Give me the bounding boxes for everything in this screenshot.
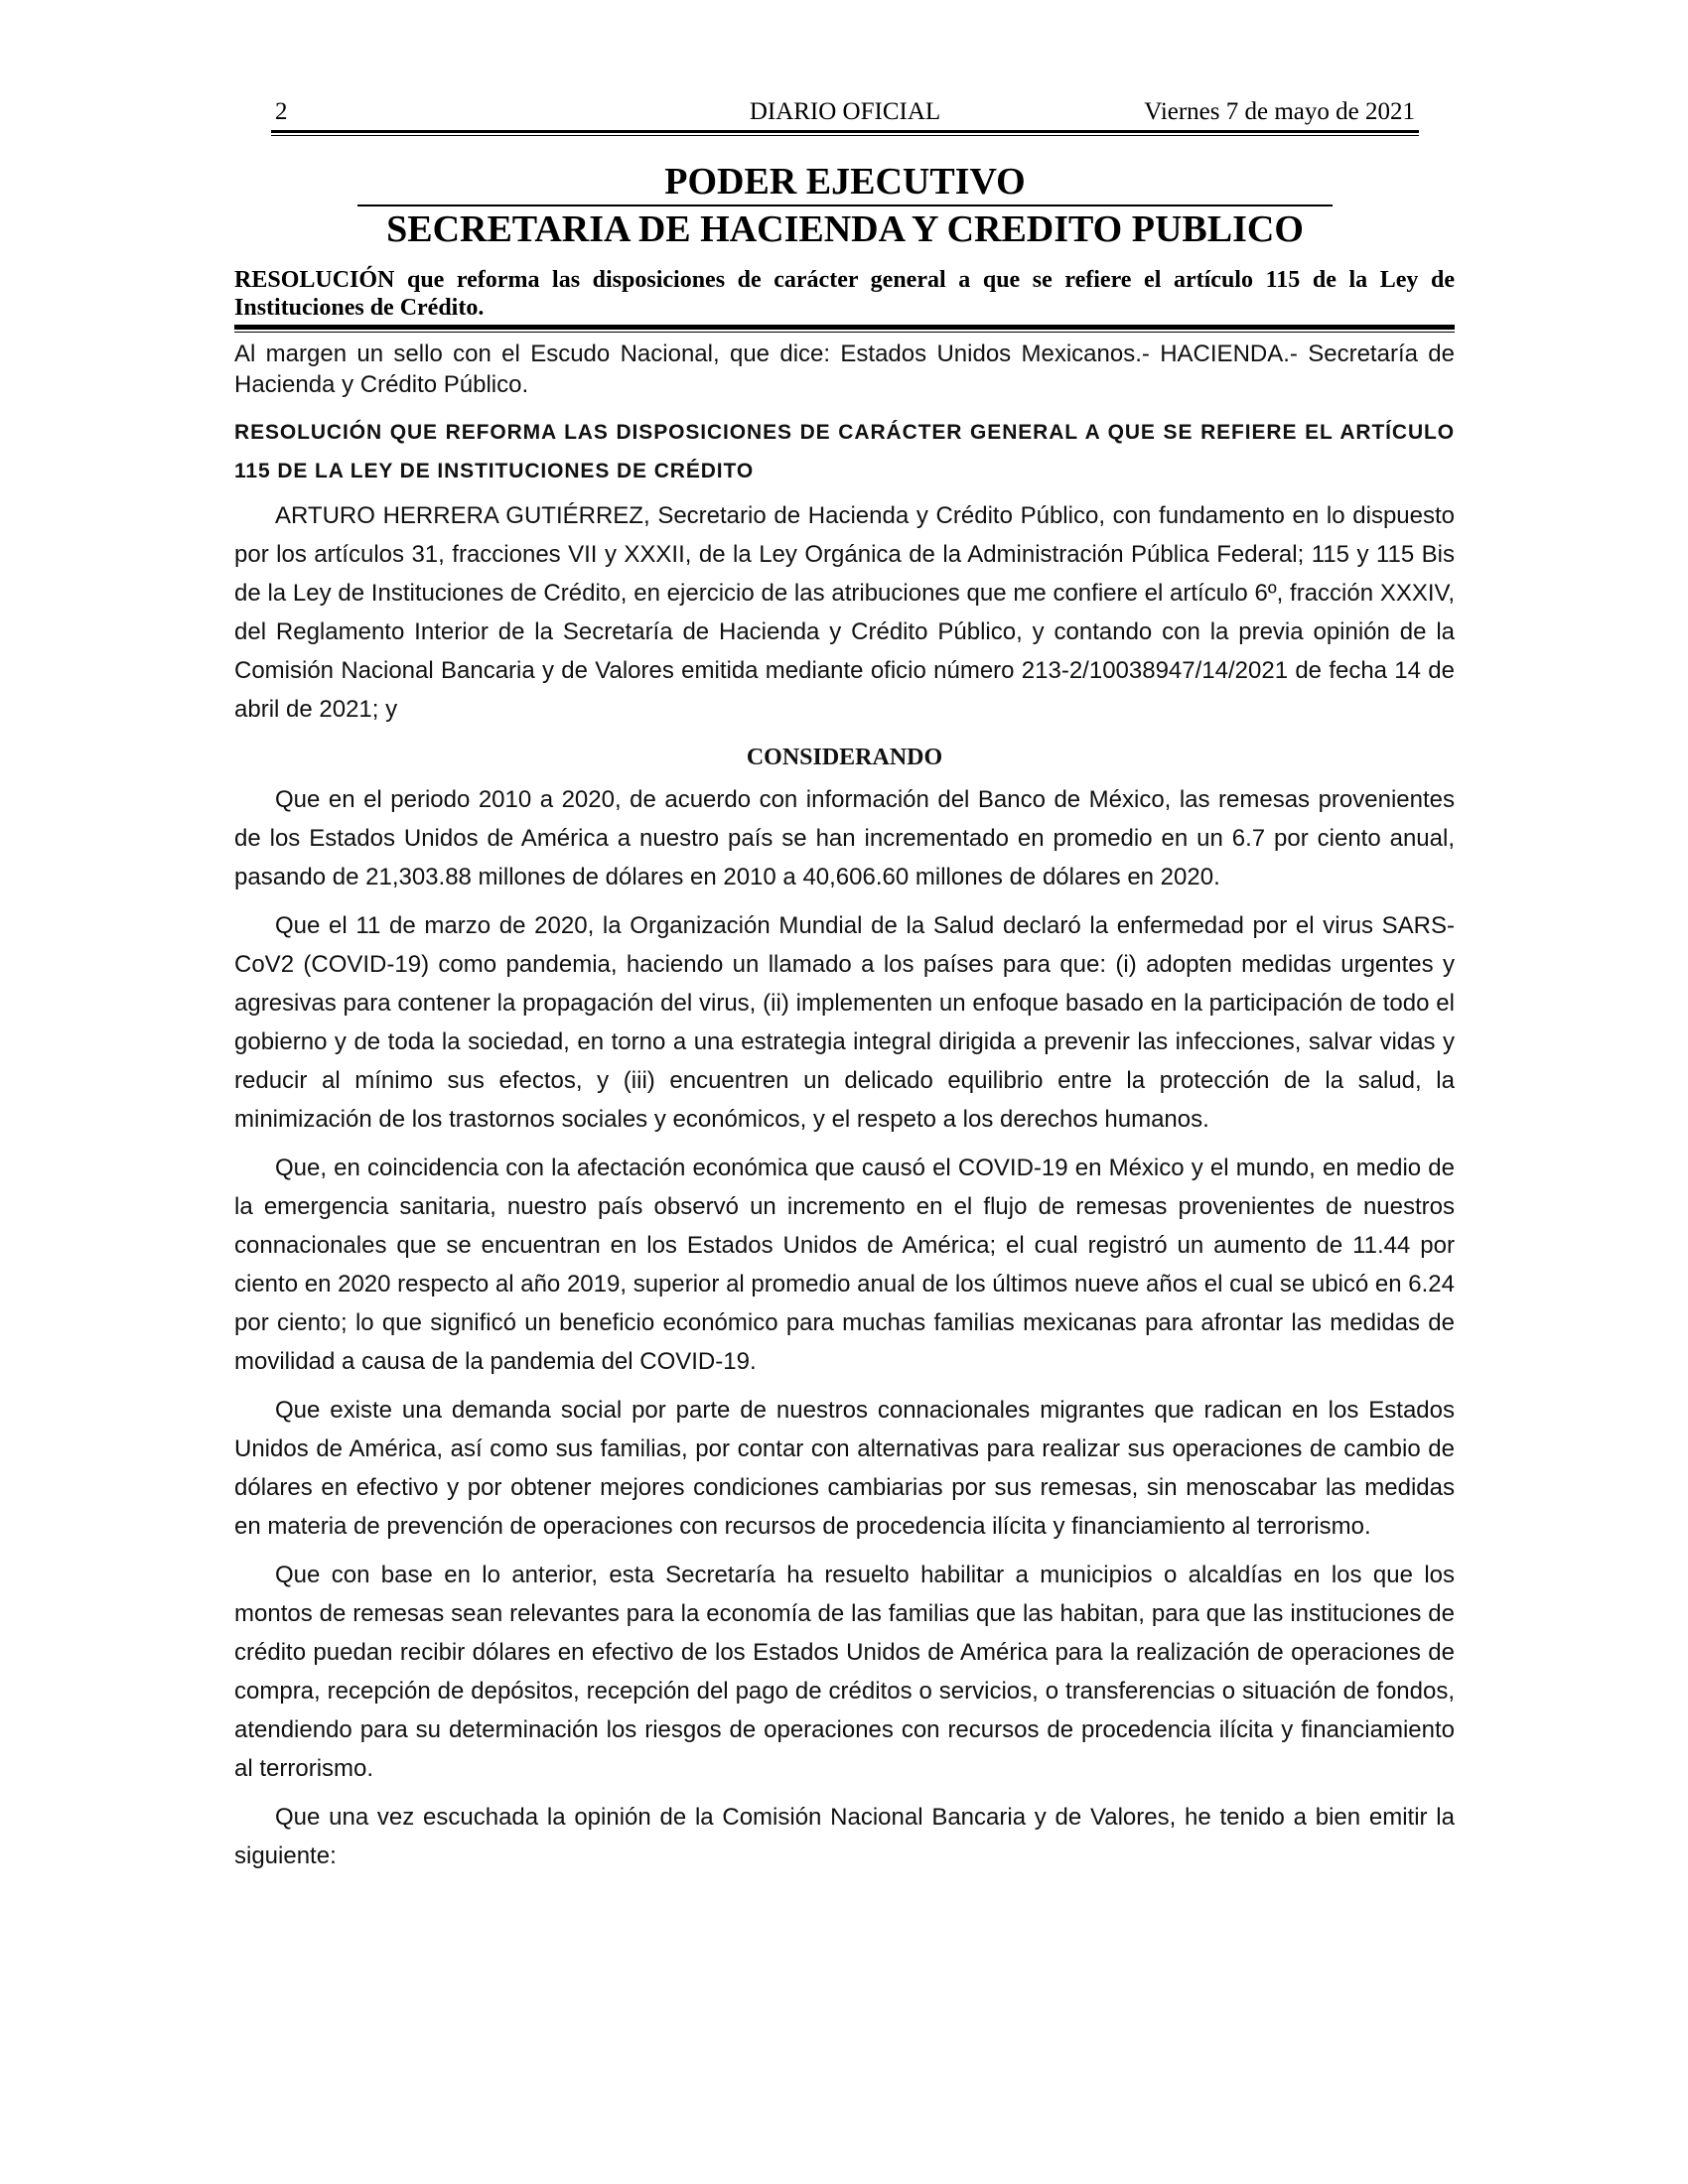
consideration-paragraph: Que una vez escuchada la opinión de la Comisión Nacional Bancaria y de Valores, he tenido a bien emitir la siguiente: [234,1804,1455,1869]
consideration-paragraph: Que el 11 de marzo de 2020, la Organización Mundial de la Salud declaró la enfermedad por el virus SARS-CoV2 (COVID-19) como pandemia, haciendo un llamado a los países para que: (i) adopten medidas urgentes y agresivas para contener la propagación del virus, (ii) implementen un enfoque basado en la participación de todo el gobierno y de toda la sociedad, en torno a una estrategia integral dirigida a prevenir las infecciones, salvar vidas y reducir al mínimo sus efectos, y (iii) encuentren un delicado equilibrio entre la protección de la salud, la minimización de los trastornos sociales y económicos, y el respeto a los derechos humanos. [234,912,1455,1133]
consideration-paragraph: Que existe una demanda social por parte de nuestros connacionales migrantes que radican en los Estados Unidos de América, así como sus familias, por contar con alternativas para realizar sus operaciones de cambio de dólares en efectivo y por obtener mejores condiciones cambiarias por sus remesas, sin menoscabar las medidas en materia de prevención de operaciones con recursos de procedencia ilícita y financiamiento al terrorismo. [234,1397,1455,1540]
document-body [234,339,1455,1885]
running-header [271,95,1419,129]
margin-note: Al margen un sello con el Escudo Nacional, que dice: Estados Unidos Mexicanos.- HACIENDA.- Secretaría de Hacienda y Crédito Público. [234,341,1455,398]
consideration-paragraph: Que con base en lo anterior, esta Secretaría ha resuelto habilitar a municipios o alcaldías en los que los montos de remesas sean relevantes para la economía de las familias que las habitan, para que las instituciones de crédito puedan recibir dólares en efectivo de los Estados Unidos de América para la realización de operaciones de compra, recepción de depósitos, recepción del pago de créditos o servicios, o transferencias o situación de fondos, atendiendo para su determinación los riesgos de operaciones con recursos de procedencia ilícita y financiamiento al terrorismo. [234,1562,1455,1782]
page-number: 2 [275,98,288,125]
resolution-summary [234,266,1455,322]
summary-rule [234,325,1455,333]
consideration-paragraph: Que, en coincidencia con la afectación económica que causó el COVID-19 en México y el mundo, en medio de la emergencia sanitaria, nuestro país observó un incremento en el flujo de remesas provenientes de nuestros connacionales que se encuentran en los Estados Unidos de América; el cual registró un aumento de 11.44 por ciento en 2020 respecto al año 2019, superior al promedio anual de los últimos nueve años el cual se ubicó en 6.24 por ciento; lo que significó un beneficio económico para muchas familias mexicanas para afrontar las medidas de movilidad a causa de la pandemia del COVID-19. [234,1155,1455,1375]
header-rule [271,130,1419,136]
summary-lead: RESOLUCIÓN [234,267,395,293]
summary-text: que reforma las disposiciones de carácter general a que se refiere el artículo 115 de la Ley de Instituciones de Crédito. [234,267,1455,321]
consideration-paragraph: Que en el periodo 2010 a 2020, de acuerdo con información del Banco de México, las remesas provenientes de los Estados Unidos de América a nuestro país se han incrementado en promedio en un 6.7 por ciento anual, pasando de 21,303.88 millones de dólares en 2010 a 40,606.60 millones de dólares en 2020. [234,786,1455,890]
ministry-title: SECRETARIA DE HACIENDA Y CREDITO PUBLICO [386,208,1304,250]
publication-name: DIARIO OFICIAL [749,98,941,125]
branch-title: PODER EJECUTIVO [664,161,1026,203]
considering-heading: CONSIDERANDO [746,745,943,770]
issue-date: Viernes 7 de mayo de 2021 [1144,98,1415,125]
preamble-paragraph: ARTURO HERRERA GUTIÉRREZ, Secretario de Hacienda y Crédito Público, con fundamento en lo dispuesto por los artículos 31, fracciones VII y XXXII, de la Ley Orgánica de la Administración Pública Federal; 115 y 115 Bis de la Ley de Instituciones de Crédito, en ejercicio de las atribuciones que me confiere el artículo 6º, fracción XXXIV, del Reglamento Interior de la Secretaría de Hacienda y Crédito Público, y contando con la previa opinión de la Comisión Nacional Bancaria y de Valores emitida mediante oficio número 213-2/10038947/14/2021 de fecha 14 de abril de 2021; y [234,502,1455,723]
resolution-heading: RESOLUCIÓN QUE REFORMA LAS DISPOSICIONES DE CARÁCTER GENERAL A QUE SE REFIERE EL ARTÍCULO 115 DE LA LEY DE INSTITUCIONES DE CRÉDITO [234,421,1455,482]
